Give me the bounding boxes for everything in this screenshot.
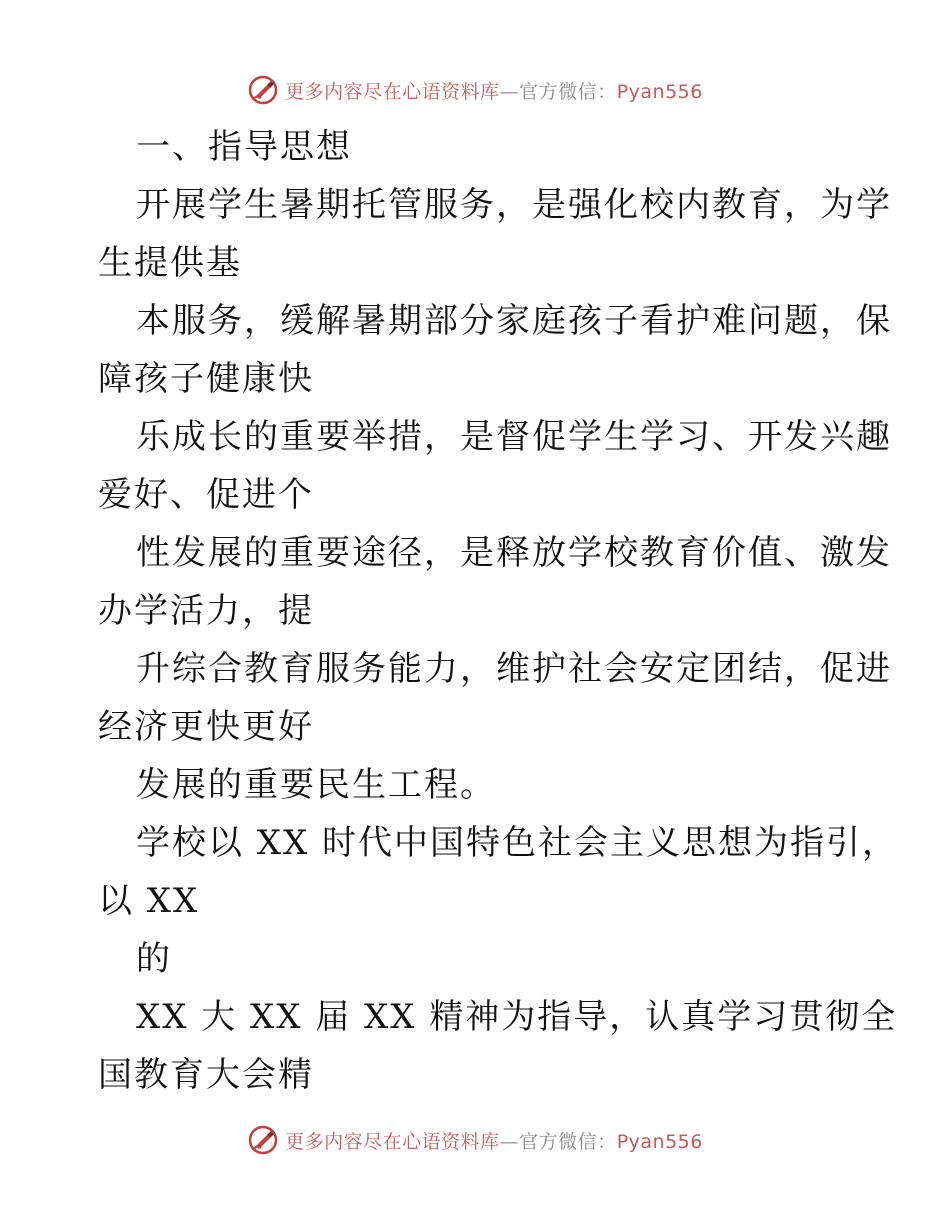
text-line: 办学活力，提 [98,591,314,631]
header-watermark [0,70,950,110]
document-body [98,118,899,1104]
banner-brand-text: 更多内容尽在心语资料库 [285,80,500,103]
text-line: 乐成长的重要举措，是督促学生学习、开发兴趣 [136,417,892,457]
text-line: 生提供基 [98,243,242,283]
pen-logo-icon [247,74,279,106]
text-line: XX 大 XX 届 XX 精神为指导，认真学习贯彻全 [136,997,898,1037]
section-heading: 一、指导思想 [136,127,352,167]
footer-watermark [0,1120,950,1160]
text-line: 升综合教育服务能力，维护社会安定团结，促进 [136,649,892,689]
banner-separator: — [499,1130,520,1153]
text-line: 本服务，缓解暑期部分家庭孩子看护难问题，保 [136,301,892,341]
banner-brand-text: 更多内容尽在心语资料库 [285,1130,500,1153]
banner-wechat-id: Pyan556 [616,80,703,103]
text-line: 的 [136,939,172,979]
text-line: 爱好、促进个 [98,475,314,515]
text-line: 国教育大会精 [98,1055,314,1095]
text-line: 以 XX [98,881,200,921]
banner-wechat-id: Pyan556 [616,1130,703,1153]
text-line: 发展的重要民生工程。 [136,765,496,805]
pen-logo-icon [247,1124,279,1156]
text-line: 开展学生暑期托管服务，是强化校内教育，为学 [136,185,892,225]
banner-wechat-label: 官方微信： [519,1130,617,1153]
banner-separator: — [499,80,520,103]
text-line: 经济更快更好 [98,707,314,747]
text-line: 性发展的重要途径，是释放学校教育价值、激发 [136,533,892,573]
text-line: 障孩子健康快 [98,359,314,399]
text-line: 学校以 XX 时代中国特色社会主义思想为指引， [136,823,899,863]
banner-wechat-label: 官方微信： [519,80,617,103]
